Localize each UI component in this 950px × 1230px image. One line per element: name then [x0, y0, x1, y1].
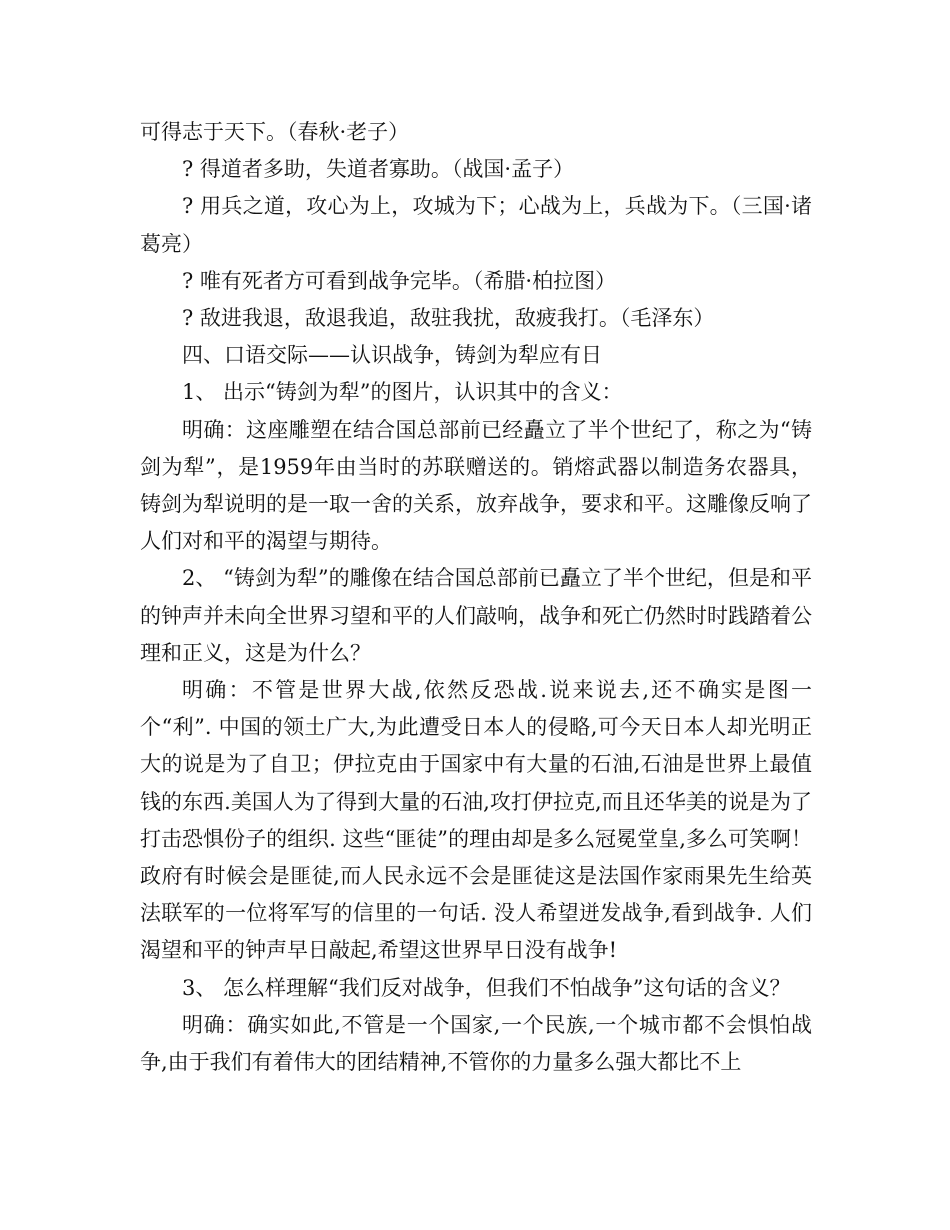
answer-2: 明确：不管是世界大战,依然反恐战.说来说去,还不确实是图一个“利”. 中国的领土广大,为此遭受日本人的侵略,可今天日本人却光明正大的说是为了自卫；伊拉克由于国家中有大量的石油,石油是世界上最值钱的东西.美国人为了得到大量的石油,攻打伊拉克,而且还华美的说是为了打击恐惧份子的组织. 这些“匪徒”的理由却是多么冠冕堂皇,多么可笑啊！政府有时候会是匪徒,而人民永远不会是匪徒这是法国作家雨果先生给英法联军的一位将军写的信里的一句话. 没人希望迸发战争,看到战争. 人们渴望和平的钟声早日敲起,希望这世界早日没有战争! [140, 678, 812, 963]
item-2: 2、 “铸剑为犁”的雕像在结合国总部前已矗立了半个世纪，但是和平的钟声并未向全世界习望和平的人们敲响，战争和死亡仍然时时践踏着公理和正义，这是为什么？ [140, 566, 812, 665]
answer-1: 明确：这座雕塑在结合国总部前已经矗立了半个世纪了，称之为“铸剑为犁”，是1959年由当时的苏联赠送的。销熔武器以制造务农器具，铸剑为犁说明的是一取一舍的关系，放弃战争，要求和平。这雕像反响了人们对和平的渴望与期待。 [140, 417, 812, 554]
item-3: 3、 怎么样理解“我们反对战争，但我们不怕战争”这句话的含义？ [182, 975, 791, 1000]
document-body [140, 114, 812, 1081]
quote-mao-zedong: ? 敌进我退，敌退我追，敌驻我扰，敌疲我打。（毛泽东） [182, 306, 715, 331]
answer-3: 明确：确实如此,不管是一个国家,一个民族,一个城市都不会惧怕战争,由于我们有着伟大的团结精神,不管你的力量多么强大都比不上 [140, 1012, 812, 1075]
quote-mencius: ? 得道者多助，失道者寡助。（战国·孟子） [182, 157, 575, 182]
item-1: 1、 出示“铸剑为犁”的图片，认识其中的含义： [182, 380, 623, 405]
quote-plato: ? 唯有死者方可看到战争完毕。（希腊·柏拉图） [182, 268, 617, 293]
quote-zhuge-liang: ? 用兵之道，攻心为上，攻城为下；心战为上，兵战为下。（三国·诸葛亮） [140, 194, 812, 256]
section-heading: 四、口语交际——认识战争，铸剑为犁应有日 [182, 343, 602, 368]
paragraph-continuation: 可得志于天下。（春秋·老子） [140, 120, 410, 144]
